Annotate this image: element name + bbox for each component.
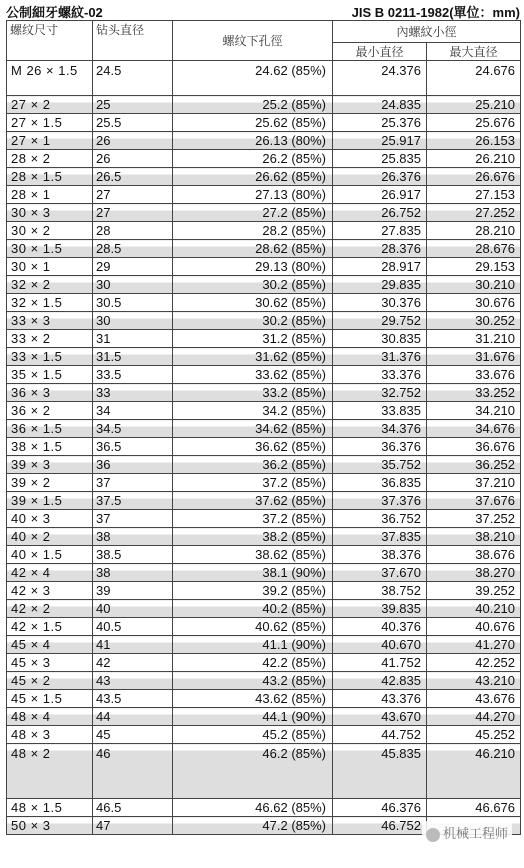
table-row (7, 492, 521, 510)
hole-cell: 37.2 (85%) (173, 474, 333, 492)
max-cell: 33.676 (427, 366, 521, 384)
size-cell: 35 × 1.5 (7, 366, 93, 384)
hole-cell: 38.62 (85%) (173, 546, 333, 564)
max-cell: 25.210 (427, 96, 521, 114)
table-row (7, 240, 521, 258)
hole-cell: 45.2 (85%) (173, 726, 333, 744)
page-header (0, 0, 524, 20)
min-cell: 25.376 (333, 114, 427, 132)
min-cell: 37.670 (333, 564, 427, 582)
min-cell: 30.376 (333, 294, 427, 312)
size-cell: 40 × 3 (7, 510, 93, 528)
max-cell: 25.676 (427, 114, 521, 132)
table-row (7, 690, 521, 708)
drill-cell: 26 (93, 150, 173, 168)
size-cell: 39 × 2 (7, 474, 93, 492)
size-cell: 40 × 2 (7, 528, 93, 546)
size-cell: 27 × 2 (7, 96, 93, 114)
drill-cell: 27 (93, 186, 173, 204)
hole-cell: 31.62 (85%) (173, 348, 333, 366)
drill-cell: 33.5 (93, 366, 173, 384)
min-cell: 29.835 (333, 276, 427, 294)
drill-cell: 37 (93, 510, 173, 528)
table-row (7, 96, 521, 114)
drill-cell: 46.5 (93, 799, 173, 817)
document-title: 公制細牙螺紋-02 (6, 5, 103, 20)
size-cell: 33 × 2 (7, 330, 93, 348)
table-row (7, 114, 521, 132)
drill-cell: 37 (93, 474, 173, 492)
min-cell: 44.752 (333, 726, 427, 744)
table-row (7, 168, 521, 186)
size-cell: 50 × 3 (7, 817, 93, 835)
max-cell: 30.676 (427, 294, 521, 312)
hole-cell: 30.62 (85%) (173, 294, 333, 312)
size-cell: 45 × 2 (7, 672, 93, 690)
col-header-max: 最大直径 (427, 43, 521, 61)
table-row (7, 438, 521, 456)
hole-cell: 33.62 (85%) (173, 366, 333, 384)
table-row (7, 186, 521, 204)
table-row (7, 618, 521, 636)
min-cell: 27.835 (333, 222, 427, 240)
max-cell: 37.676 (427, 492, 521, 510)
min-cell: 45.835 (333, 744, 427, 799)
drill-cell: 43 (93, 672, 173, 690)
size-cell: 28 × 1 (7, 186, 93, 204)
min-cell: 38.376 (333, 546, 427, 564)
drill-cell: 30.5 (93, 294, 173, 312)
drill-cell: 30 (93, 312, 173, 330)
max-cell: 24.676 (427, 61, 521, 96)
hole-cell: 30.2 (85%) (173, 312, 333, 330)
min-cell: 43.376 (333, 690, 427, 708)
hole-cell: 37.62 (85%) (173, 492, 333, 510)
wechat-icon (426, 828, 440, 842)
size-cell: 36 × 1.5 (7, 420, 93, 438)
drill-cell: 31 (93, 330, 173, 348)
drill-cell: 44 (93, 708, 173, 726)
drill-cell: 38 (93, 528, 173, 546)
standard-label: JIS B 0211-1982(單位：mm) (351, 5, 520, 20)
max-cell: 40.676 (427, 618, 521, 636)
max-cell: 37.210 (427, 474, 521, 492)
hole-cell: 29.13 (80%) (173, 258, 333, 276)
col-header-min: 最小直径 (333, 43, 427, 61)
drill-cell: 39 (93, 582, 173, 600)
hole-cell: 43.2 (85%) (173, 672, 333, 690)
min-cell: 24.835 (333, 96, 427, 114)
max-cell: 38.676 (427, 546, 521, 564)
min-cell: 38.752 (333, 582, 427, 600)
max-cell: 26.153 (427, 132, 521, 150)
hole-cell: 28.2 (85%) (173, 222, 333, 240)
min-cell: 28.917 (333, 258, 427, 276)
max-cell: 26.210 (427, 150, 521, 168)
min-cell: 25.917 (333, 132, 427, 150)
min-cell: 39.835 (333, 600, 427, 618)
table-row (7, 726, 521, 744)
col-header-hole: 螺纹下孔徑 (173, 21, 333, 61)
min-cell: 34.376 (333, 420, 427, 438)
drill-cell: 40 (93, 600, 173, 618)
size-cell: 45 × 1.5 (7, 690, 93, 708)
table-row (7, 456, 521, 474)
max-cell: 43.210 (427, 672, 521, 690)
max-cell: 38.270 (427, 564, 521, 582)
size-cell: 45 × 3 (7, 654, 93, 672)
min-cell: 46.376 (333, 799, 427, 817)
min-cell: 36.752 (333, 510, 427, 528)
max-cell: 46.676 (427, 799, 521, 817)
size-cell: 48 × 1.5 (7, 799, 93, 817)
size-cell: 48 × 3 (7, 726, 93, 744)
table-row (7, 564, 521, 582)
min-cell: 28.376 (333, 240, 427, 258)
max-cell: 46.210 (427, 744, 521, 799)
max-cell: 31.676 (427, 348, 521, 366)
drill-cell: 31.5 (93, 348, 173, 366)
min-cell: 42.835 (333, 672, 427, 690)
watermark (422, 821, 512, 844)
max-cell: 36.676 (427, 438, 521, 456)
table-row (7, 204, 521, 222)
max-cell: 45.252 (427, 726, 521, 744)
max-cell: 28.676 (427, 240, 521, 258)
max-cell: 30.210 (427, 276, 521, 294)
drill-cell: 28.5 (93, 240, 173, 258)
size-cell: 42 × 3 (7, 582, 93, 600)
max-cell: 26.676 (427, 168, 521, 186)
max-cell: 29.153 (427, 258, 521, 276)
min-cell: 26.917 (333, 186, 427, 204)
min-cell: 33.835 (333, 402, 427, 420)
min-cell: 46.752 (333, 817, 427, 835)
min-cell: 33.376 (333, 366, 427, 384)
drill-cell: 36 (93, 456, 173, 474)
size-cell: 48 × 2 (7, 744, 93, 799)
hole-cell: 34.62 (85%) (173, 420, 333, 438)
max-cell: 37.252 (427, 510, 521, 528)
table-row (7, 276, 521, 294)
min-cell: 30.835 (333, 330, 427, 348)
hole-cell: 37.2 (85%) (173, 510, 333, 528)
hole-cell: 47.2 (85%) (173, 817, 333, 835)
table-row (7, 528, 521, 546)
size-cell: 28 × 2 (7, 150, 93, 168)
table-row (7, 330, 521, 348)
min-cell: 26.376 (333, 168, 427, 186)
drill-cell: 29 (93, 258, 173, 276)
hole-cell: 26.62 (85%) (173, 168, 333, 186)
drill-cell: 30 (93, 276, 173, 294)
drill-cell: 37.5 (93, 492, 173, 510)
thread-table (6, 20, 521, 835)
drill-cell: 25 (93, 96, 173, 114)
table-row (7, 132, 521, 150)
max-cell: 41.270 (427, 636, 521, 654)
hole-cell: 33.2 (85%) (173, 384, 333, 402)
max-cell: 44.270 (427, 708, 521, 726)
size-cell: 27 × 1 (7, 132, 93, 150)
size-cell: 36 × 2 (7, 402, 93, 420)
drill-cell: 27 (93, 204, 173, 222)
drill-cell: 43.5 (93, 690, 173, 708)
min-cell: 40.670 (333, 636, 427, 654)
min-cell: 31.376 (333, 348, 427, 366)
size-cell: M 26 × 1.5 (7, 61, 93, 96)
hole-cell: 30.2 (85%) (173, 276, 333, 294)
col-header-drill: 钻头直径 (93, 21, 173, 61)
hole-cell: 46.62 (85%) (173, 799, 333, 817)
size-cell: 30 × 1.5 (7, 240, 93, 258)
drill-cell: 24.5 (93, 61, 173, 96)
table-row (7, 510, 521, 528)
table-row (7, 222, 521, 240)
table-row (7, 582, 521, 600)
size-cell: 33 × 3 (7, 312, 93, 330)
table-row (7, 546, 521, 564)
size-cell: 42 × 1.5 (7, 618, 93, 636)
col-header-size: 螺纹尺寸 (7, 21, 93, 61)
drill-cell: 34.5 (93, 420, 173, 438)
table-row (7, 312, 521, 330)
hole-cell: 36.62 (85%) (173, 438, 333, 456)
table-row (7, 474, 521, 492)
drill-cell: 41 (93, 636, 173, 654)
table-row (7, 654, 521, 672)
hole-cell: 27.13 (80%) (173, 186, 333, 204)
size-cell: 32 × 1.5 (7, 294, 93, 312)
size-cell: 30 × 2 (7, 222, 93, 240)
min-cell: 41.752 (333, 654, 427, 672)
max-cell: 42.252 (427, 654, 521, 672)
min-cell: 35.752 (333, 456, 427, 474)
table-row (7, 420, 521, 438)
hole-cell: 27.2 (85%) (173, 204, 333, 222)
col-header-internal: 內螺紋小徑 (333, 21, 521, 43)
drill-cell: 46 (93, 744, 173, 799)
size-cell: 42 × 2 (7, 600, 93, 618)
hole-cell: 46.2 (85%) (173, 744, 333, 799)
table-row (7, 294, 521, 312)
table-row (7, 150, 521, 168)
size-cell: 42 × 4 (7, 564, 93, 582)
size-cell: 30 × 1 (7, 258, 93, 276)
hole-cell: 34.2 (85%) (173, 402, 333, 420)
table-row (7, 744, 521, 799)
table-row (7, 799, 521, 817)
table-row (7, 258, 521, 276)
drill-cell: 36.5 (93, 438, 173, 456)
max-cell: 40.210 (427, 600, 521, 618)
size-cell: 38 × 1.5 (7, 438, 93, 456)
max-cell: 27.252 (427, 204, 521, 222)
size-cell: 48 × 4 (7, 708, 93, 726)
drill-cell: 26 (93, 132, 173, 150)
table-row (7, 384, 521, 402)
min-cell: 43.670 (333, 708, 427, 726)
max-cell: 31.210 (427, 330, 521, 348)
hole-cell: 41.1 (90%) (173, 636, 333, 654)
min-cell: 36.835 (333, 474, 427, 492)
drill-cell: 40.5 (93, 618, 173, 636)
size-cell: 28 × 1.5 (7, 168, 93, 186)
hole-cell: 31.2 (85%) (173, 330, 333, 348)
table-row (7, 402, 521, 420)
max-cell: 34.210 (427, 402, 521, 420)
hole-cell: 43.62 (85%) (173, 690, 333, 708)
table-row (7, 348, 521, 366)
hole-cell: 38.1 (90%) (173, 564, 333, 582)
max-cell: 43.676 (427, 690, 521, 708)
drill-cell: 38 (93, 564, 173, 582)
watermark-text: 机械工程师 (442, 826, 508, 841)
size-cell: 40 × 1.5 (7, 546, 93, 564)
hole-cell: 44.1 (90%) (173, 708, 333, 726)
size-cell: 27 × 1.5 (7, 114, 93, 132)
max-cell: 28.210 (427, 222, 521, 240)
max-cell: 39.252 (427, 582, 521, 600)
size-cell: 39 × 3 (7, 456, 93, 474)
table-row (7, 366, 521, 384)
max-cell: 34.676 (427, 420, 521, 438)
table-row (7, 708, 521, 726)
table-row (7, 672, 521, 690)
min-cell: 36.376 (333, 438, 427, 456)
size-cell: 32 × 2 (7, 276, 93, 294)
hole-cell: 25.62 (85%) (173, 114, 333, 132)
min-cell: 37.376 (333, 492, 427, 510)
hole-cell: 25.2 (85%) (173, 96, 333, 114)
size-cell: 33 × 1.5 (7, 348, 93, 366)
min-cell: 25.835 (333, 150, 427, 168)
size-cell: 30 × 3 (7, 204, 93, 222)
max-cell: 27.153 (427, 186, 521, 204)
max-cell: 33.252 (427, 384, 521, 402)
drill-cell: 26.5 (93, 168, 173, 186)
max-cell: 36.252 (427, 456, 521, 474)
drill-cell: 28 (93, 222, 173, 240)
hole-cell: 42.2 (85%) (173, 654, 333, 672)
table-row (7, 600, 521, 618)
max-cell: 30.252 (427, 312, 521, 330)
drill-cell: 33 (93, 384, 173, 402)
size-cell: 36 × 3 (7, 384, 93, 402)
min-cell: 26.752 (333, 204, 427, 222)
size-cell: 45 × 4 (7, 636, 93, 654)
hole-cell: 39.2 (85%) (173, 582, 333, 600)
drill-cell: 25.5 (93, 114, 173, 132)
max-cell: 38.210 (427, 528, 521, 546)
hole-cell: 26.13 (80%) (173, 132, 333, 150)
size-cell: 39 × 1.5 (7, 492, 93, 510)
min-cell: 24.376 (333, 61, 427, 96)
hole-cell: 28.62 (85%) (173, 240, 333, 258)
min-cell: 37.835 (333, 528, 427, 546)
drill-cell: 45 (93, 726, 173, 744)
min-cell: 40.376 (333, 618, 427, 636)
hole-cell: 40.2 (85%) (173, 600, 333, 618)
drill-cell: 34 (93, 402, 173, 420)
hole-cell: 26.2 (85%) (173, 150, 333, 168)
table-row (7, 61, 521, 96)
hole-cell: 36.2 (85%) (173, 456, 333, 474)
drill-cell: 47 (93, 817, 173, 835)
drill-cell: 38.5 (93, 546, 173, 564)
min-cell: 29.752 (333, 312, 427, 330)
drill-cell: 42 (93, 654, 173, 672)
hole-cell: 24.62 (85%) (173, 61, 333, 96)
hole-cell: 38.2 (85%) (173, 528, 333, 546)
min-cell: 32.752 (333, 384, 427, 402)
hole-cell: 40.62 (85%) (173, 618, 333, 636)
table-row (7, 636, 521, 654)
